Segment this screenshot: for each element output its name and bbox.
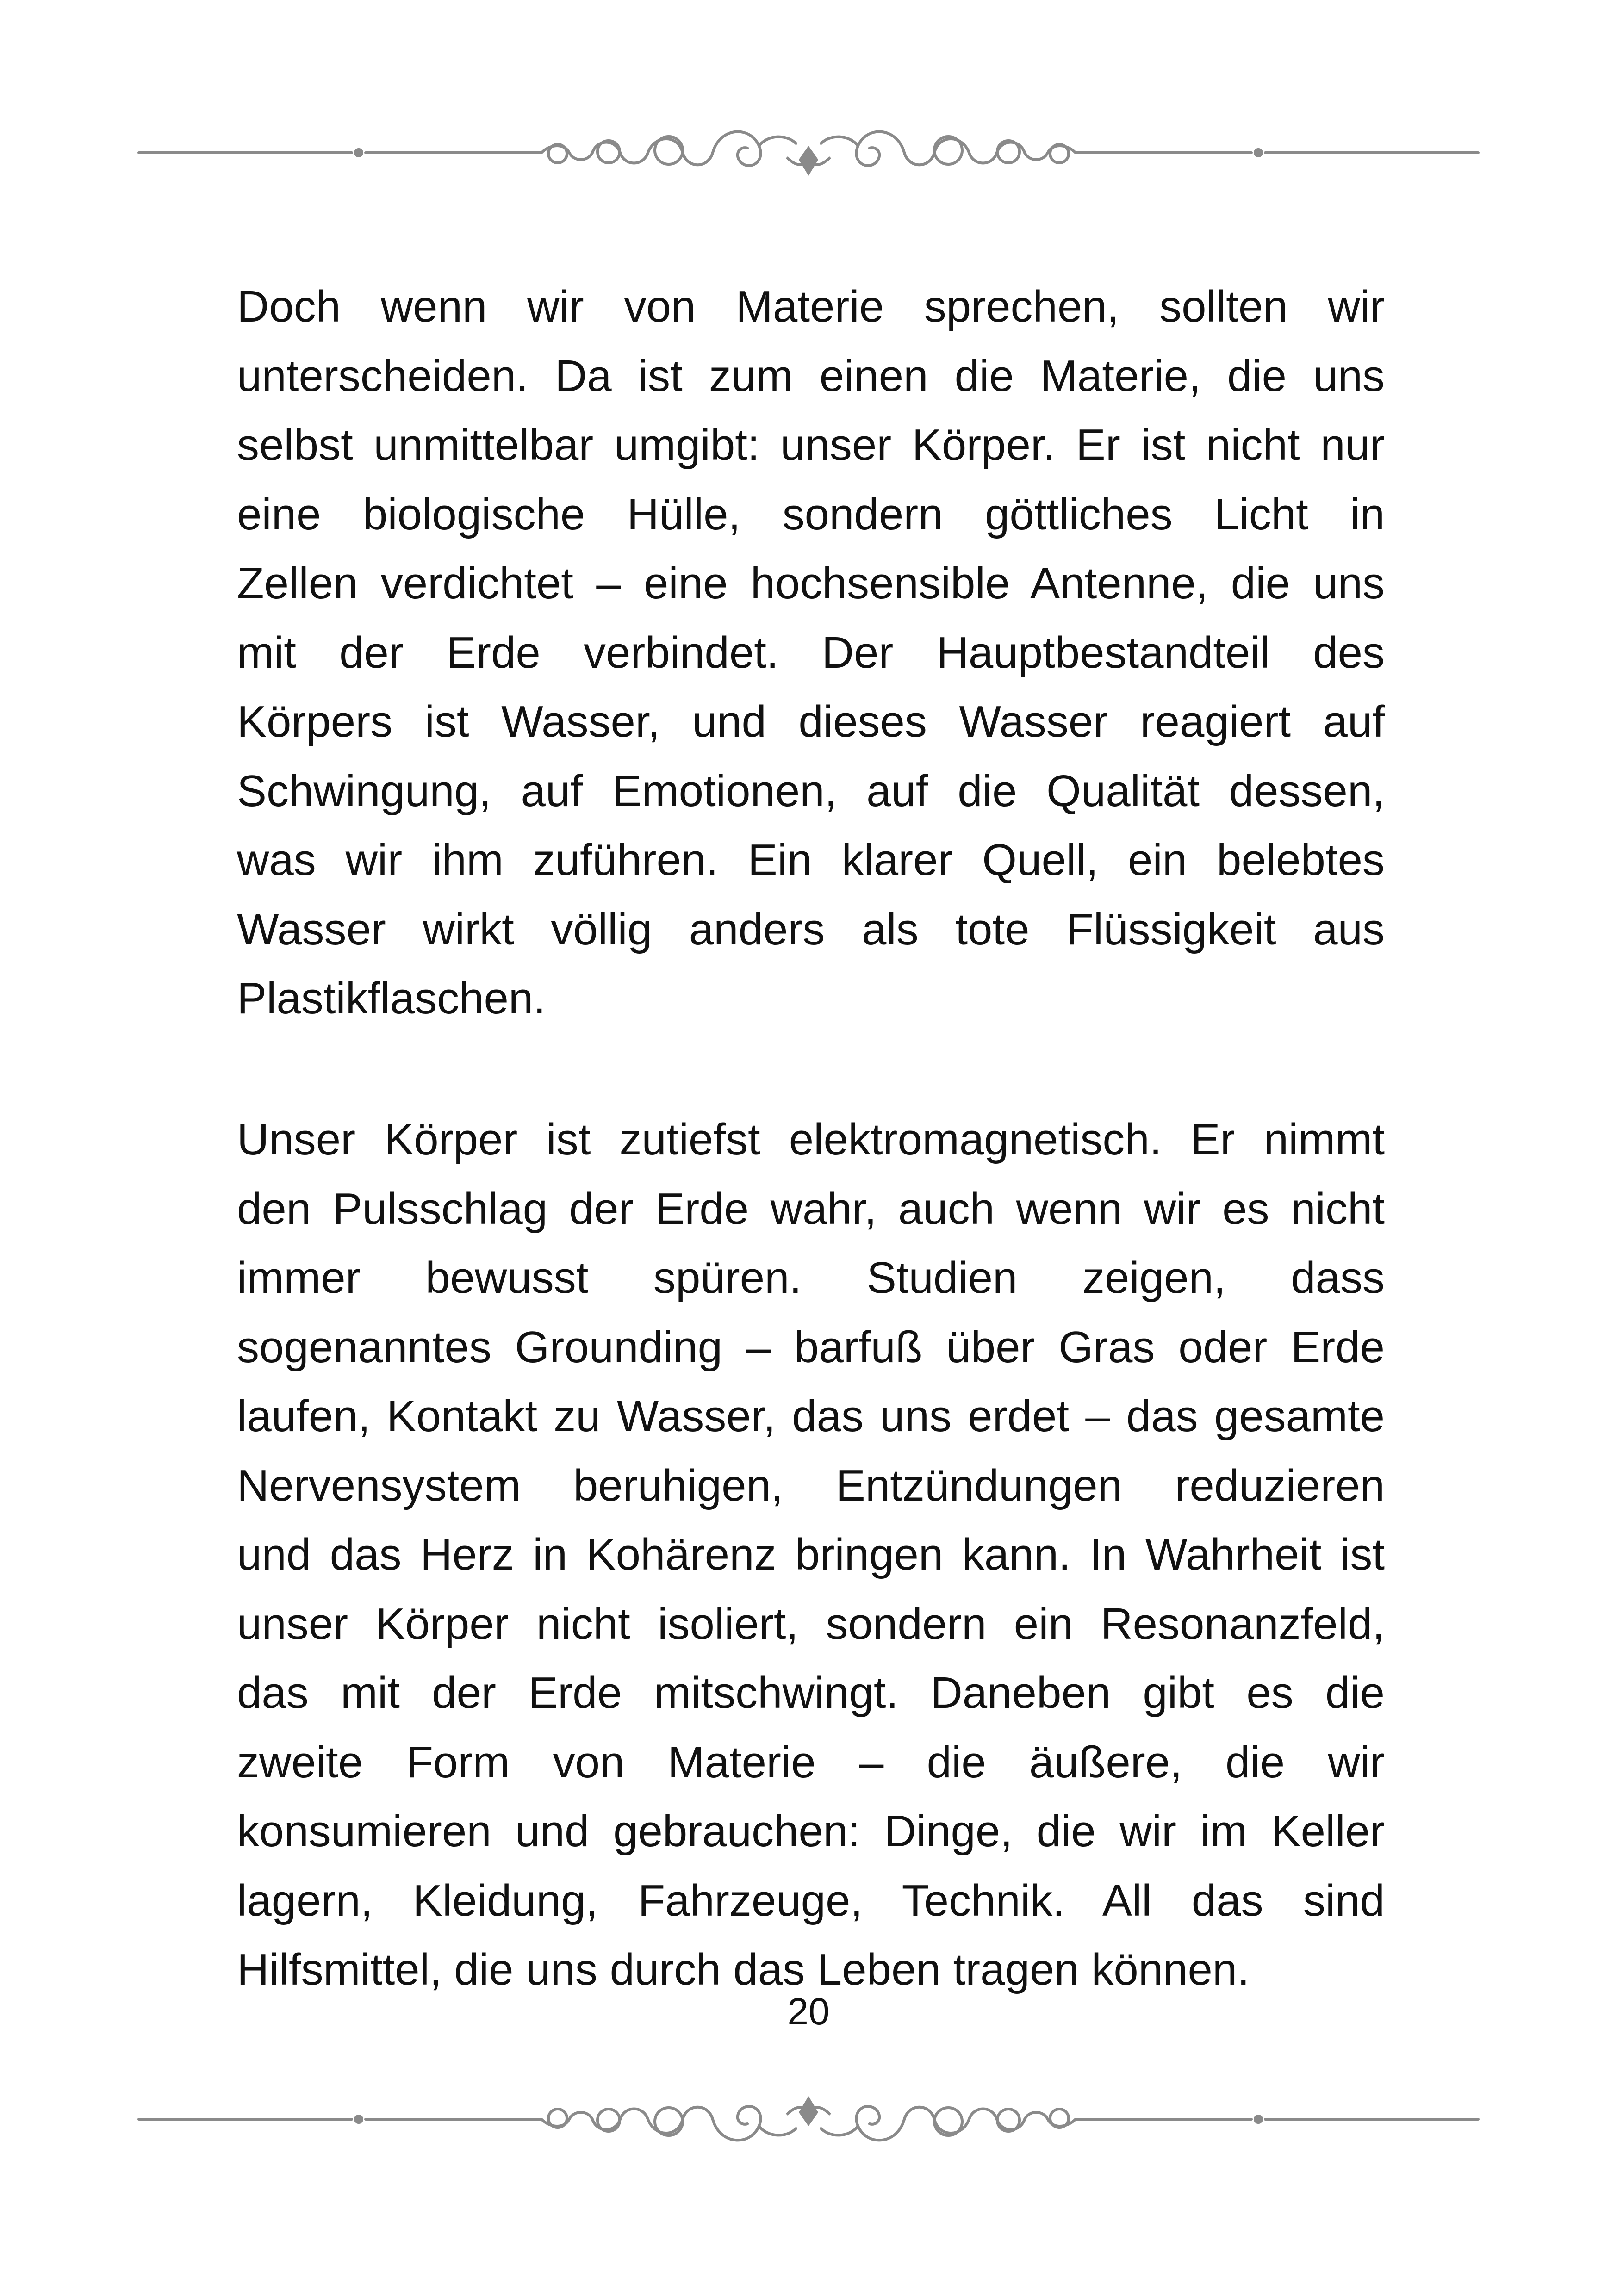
text-line: Wasser wirkt völlig anders als tote Flüssigkeit aus bbox=[237, 904, 1385, 954]
page-number: 20 bbox=[787, 1991, 830, 2033]
text-line: laufen, Kontakt zu Wasser, das uns erdet – das gesamte bbox=[237, 1391, 1385, 1441]
text-line: mit der Erde verbindet. Der Hauptbestandteil des bbox=[237, 627, 1385, 677]
text-line: selbst unmittelbar umgibt: unser Körper. Er ist nicht nur bbox=[237, 420, 1385, 470]
text-line: Plastikflaschen. bbox=[237, 974, 546, 1023]
text-line: Doch wenn wir von Materie sprechen, sollten wir bbox=[237, 282, 1385, 331]
paragraph-2 bbox=[237, 1105, 1385, 2004]
text-line: Körpers ist Wasser, und dieses Wasser reagiert auf bbox=[237, 697, 1385, 746]
top-ornament-divider bbox=[0, 102, 1617, 204]
paragraph-1 bbox=[237, 272, 1385, 1033]
flourish-divider-icon bbox=[0, 2068, 1617, 2170]
text-line: Unser Körper ist zutiefst elektromagnetisch. Er nimmt bbox=[237, 1115, 1385, 1164]
text-line: zweite Form von Materie – die äußere, die wir bbox=[237, 1737, 1385, 1787]
text-line: was wir ihm zuführen. Ein klarer Quell, ein belebtes bbox=[237, 835, 1385, 885]
text-line: und das Herz in Kohärenz bringen kann. In Wahrheit ist bbox=[237, 1530, 1385, 1579]
text-line: Zellen verdichtet – eine hochsensible Antenne, die uns bbox=[237, 558, 1385, 608]
text-line: den Pulsschlag der Erde wahr, auch wenn wir es nicht bbox=[237, 1184, 1385, 1234]
text-line: immer bewusst spüren. Studien zeigen, dass bbox=[237, 1253, 1385, 1303]
text-line: Schwingung, auf Emotionen, auf die Qualität dessen, bbox=[237, 766, 1385, 816]
text-line: lagern, Kleidung, Fahrzeuge, Technik. All das sind bbox=[237, 1875, 1385, 1925]
text-line: unser Körper nicht isoliert, sondern ein Resonanzfeld, bbox=[237, 1599, 1385, 1649]
text-line: unterscheiden. Da ist zum einen die Materie, die uns bbox=[237, 351, 1385, 401]
text-line: eine biologische Hülle, sondern göttliches Licht in bbox=[237, 489, 1385, 539]
text-line: konsumieren und gebrauchen: Dinge, die wir im Keller bbox=[237, 1806, 1385, 1856]
text-line: Hilfsmittel, die uns durch das Leben tragen können. bbox=[237, 1945, 1250, 1994]
text-line: Nervensystem beruhigen, Entzündungen reduzieren bbox=[237, 1460, 1385, 1510]
bottom-ornament-divider bbox=[0, 2068, 1617, 2170]
text-line: das mit der Erde mitschwingt. Daneben gibt es die bbox=[237, 1668, 1385, 1718]
flourish-divider-icon bbox=[0, 102, 1617, 204]
text-line: sogenanntes Grounding – barfuß über Gras oder Erde bbox=[237, 1322, 1385, 1372]
